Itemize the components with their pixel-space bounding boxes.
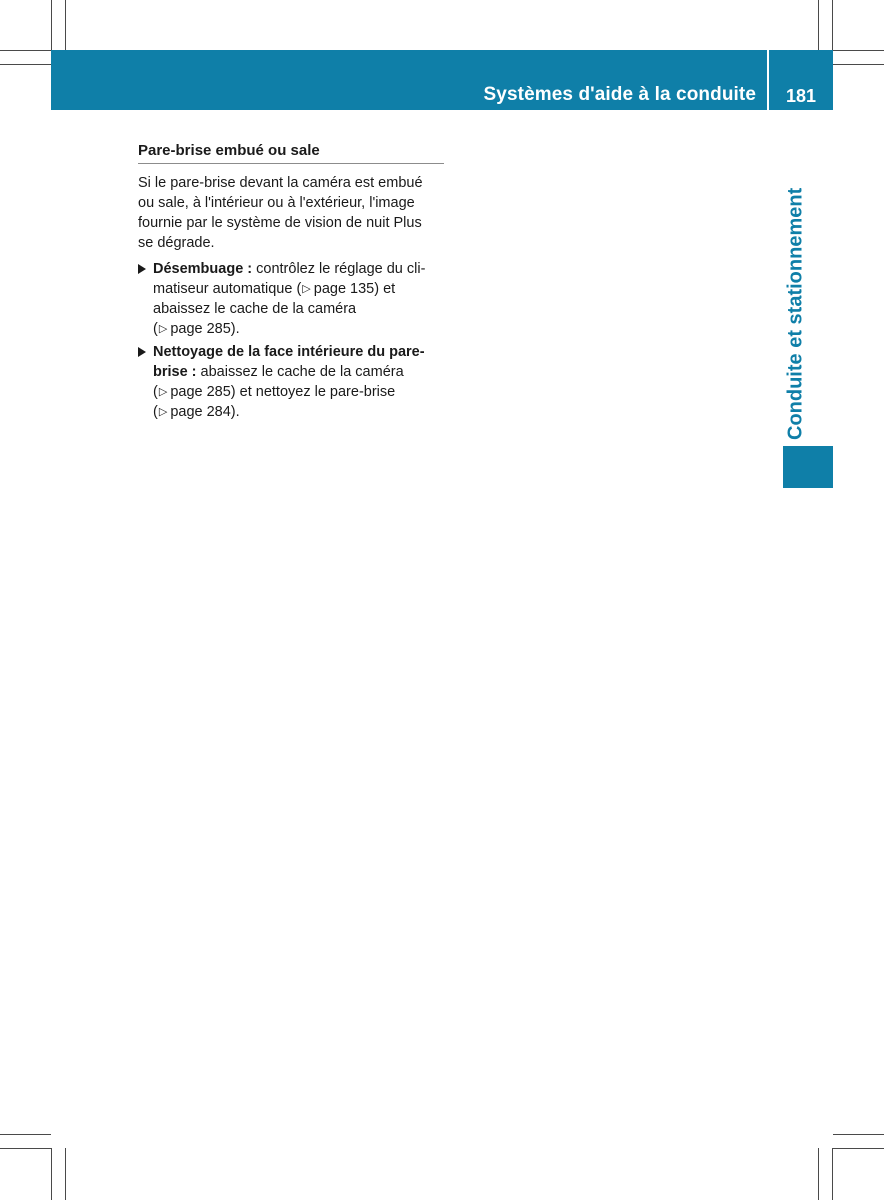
crop-mark xyxy=(0,1134,51,1135)
page-reference[interactable]: page 285 xyxy=(170,321,231,337)
page-ref-icon: ▷ xyxy=(302,283,311,295)
bullet-text: ). xyxy=(230,321,240,337)
crop-mark xyxy=(833,50,884,51)
crop-mark xyxy=(833,64,884,65)
main-content xyxy=(138,142,444,425)
intro-paragraph xyxy=(138,173,444,253)
bullet-arrow-icon xyxy=(138,264,146,274)
page-reference[interactable]: page 135 xyxy=(313,281,375,297)
bullet-text: ( xyxy=(153,384,158,400)
page-ref-icon: ▷ xyxy=(158,406,168,418)
page-number: 181 xyxy=(785,86,817,106)
intro-line: Si le pare-brise devant la caméra est embué xyxy=(138,175,423,191)
section-title: Pare-brise embué ou sale xyxy=(138,142,444,164)
crop-mark xyxy=(832,0,833,50)
bullet-text: contrôlez le réglage du cli- xyxy=(252,261,426,277)
crop-mark xyxy=(51,0,52,50)
crop-mark xyxy=(0,1148,51,1149)
page-ref-icon: ▷ xyxy=(158,323,168,335)
side-tab-marker xyxy=(783,446,833,488)
intro-line: fournie par le système de vision de nuit Plus xyxy=(138,215,422,231)
bullet-label: brise : xyxy=(153,364,197,380)
bullet-text: ) et xyxy=(374,281,396,297)
bullet-arrow-icon xyxy=(138,347,146,357)
crop-mark xyxy=(818,0,819,50)
crop-mark xyxy=(0,64,51,65)
bullet-label: Désembuage : xyxy=(153,261,253,277)
side-tab-label: Conduite et stationnement xyxy=(784,187,807,440)
bullet-text: ). xyxy=(230,404,240,420)
page-reference[interactable]: page 284 xyxy=(170,404,231,420)
crop-mark xyxy=(65,1148,66,1200)
bullet-text: ) et nettoyez le pare-brise xyxy=(230,384,396,400)
page-ref-icon: ▷ xyxy=(158,386,168,398)
header-title: Systèmes d'aide à la conduite xyxy=(483,84,756,105)
crop-mark xyxy=(832,1148,833,1200)
bullet-item-cleaning xyxy=(138,342,444,422)
intro-line: ou sale, à l'intérieur ou à l'extérieur, l'image xyxy=(138,195,415,211)
crop-mark xyxy=(0,50,51,51)
bullet-text: abaissez le cache de la caméra xyxy=(196,364,404,380)
bullet-label: Nettoyage de la face intérieure du pare- xyxy=(153,344,425,360)
crop-mark xyxy=(833,1134,884,1135)
bullet-text: abaissez le cache de la caméra xyxy=(153,301,357,317)
intro-line: se dégrade. xyxy=(138,235,215,251)
bullet-text: ( xyxy=(153,404,158,420)
bullet-text: matiseur automatique ( xyxy=(153,281,302,297)
crop-mark xyxy=(818,1148,819,1200)
crop-mark xyxy=(65,0,66,50)
bullet-item-demisting xyxy=(138,259,444,339)
page-reference[interactable]: page 285 xyxy=(170,384,231,400)
bullet-text: ( xyxy=(153,321,158,337)
crop-mark xyxy=(833,1148,884,1149)
crop-mark xyxy=(51,1148,52,1200)
